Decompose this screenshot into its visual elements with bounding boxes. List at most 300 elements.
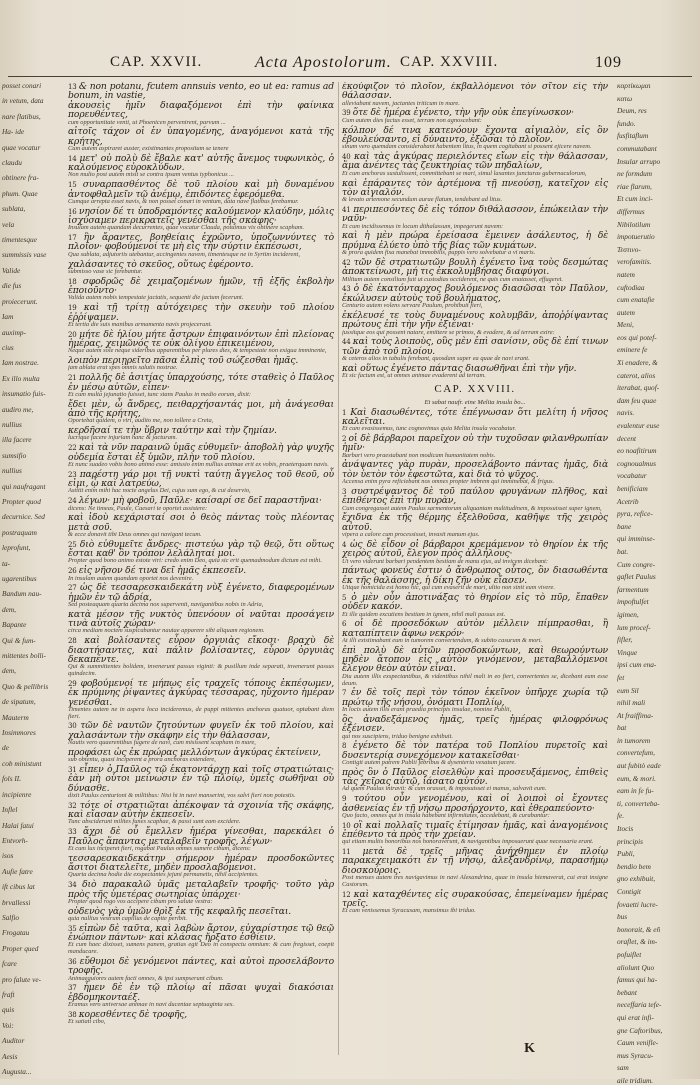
margin-note: aile tridium. bbox=[617, 1075, 654, 1085]
greek-line bbox=[68, 610, 334, 629]
margin-note: fovaetti lucre- bbox=[617, 899, 658, 909]
margin-note: Qui & fum- bbox=[2, 635, 36, 645]
greek-text: ὡς δὲ εἶδον οἱ βάρβαροι κρεμάμενον τὸ θηρίον ἐκ τῆς χειρὸς αὐτοῦ, ἔλεγον πρὸς ἀλλήλους· bbox=[342, 538, 608, 560]
latin-interlinear: Cumque arrepta esset navis, & non posset conari in ventum, data nave flatibus ferebamur. bbox=[68, 197, 299, 205]
latin-interlinear: In locis autem illis erant praedia principis insulae, nomine Publii, bbox=[342, 706, 512, 714]
margin-note: posset conari bbox=[2, 81, 42, 90]
margin-note: in tumorem bbox=[617, 735, 651, 745]
verse-block bbox=[68, 907, 334, 923]
greek-text: τῶν δὲ ναυτῶν ζητούντων φυγεῖν ἐκ τοῦ πλοίου, καὶ χαλασάντων τὴν σκάφην εἰς τὴν θάλασσαν, bbox=[68, 720, 334, 741]
greek-text: συναρπασθέντος δὲ τοῦ πλοίου καὶ μὴ δυναμένου ἀντοφθαλμεῖν τῷ ἀνέμῳ, ἐπιδόντες ἐφερόμεθα. bbox=[68, 179, 334, 200]
margin-note: differmus bbox=[617, 206, 645, 216]
verse-block bbox=[342, 231, 608, 256]
verse-block bbox=[342, 311, 608, 336]
left-margin-notes bbox=[2, 81, 62, 1076]
greek-text: διὸ εὐθυμεῖτε ἄνδρες· πιστεύω γὰρ τῷ θεῷ, ὅτι οὕτως ἔσται καθ' ὃν τρόπον λελάληταί μοι. bbox=[68, 538, 334, 560]
greek-text: κερδῆσαί τε τὴν ὕβριν ταύτην καὶ τὴν ζημίαν. bbox=[68, 425, 277, 437]
margin-note: nullius bbox=[2, 466, 22, 476]
column-divider bbox=[338, 82, 339, 1055]
verse-block bbox=[342, 487, 608, 512]
greek-text: ἦμεν δὲ ἐν τῷ πλοίῳ αἱ πᾶσαι ψυχαὶ διακόσιαι ἑβδομηκονταέξ. bbox=[68, 982, 334, 1003]
greek-line bbox=[68, 583, 334, 602]
greek-line bbox=[68, 827, 334, 846]
latin-interlinear: Quarta decima hodie die exspectantes jejuni permanetis, nihil accipientes. bbox=[68, 871, 259, 879]
greek-text: ἐν δὲ τοῖς περὶ τὸν τόπον ἐκεῖνον ὑπῆρχε χωρία τῷ πρώτῳ τῆς νήσου, ὀνόματι Ποπλίῳ, bbox=[342, 687, 608, 708]
margin-note: gno exhibuit, bbox=[617, 874, 656, 884]
verse-block bbox=[68, 260, 334, 276]
greek-line bbox=[68, 636, 334, 664]
margin-note: Iam nostrae. bbox=[2, 358, 39, 368]
greek-line bbox=[68, 127, 334, 146]
greek-line bbox=[68, 854, 334, 873]
margin-note: illa facere bbox=[2, 435, 32, 445]
greek-text: πρὸς ὃν ὁ Παῦλος εἰσελθὼν καὶ προσευξάμενος, ἐπιθεὶς τὰς χεῖρας αὐτῷ, ἰάσατο αὐτόν. bbox=[342, 766, 608, 788]
verse-block bbox=[68, 101, 334, 126]
chapter-heading: CAP. XXVIII. bbox=[434, 382, 516, 395]
margin-note: qui erat infi- bbox=[617, 1012, 654, 1022]
verse-number: 39 bbox=[342, 109, 353, 118]
margin-note: Ha- ide bbox=[2, 127, 25, 137]
margin-note: Vinque bbox=[617, 647, 638, 657]
verse-block bbox=[342, 179, 608, 204]
margin-note: impotuerutio bbox=[617, 232, 655, 242]
greek-line bbox=[342, 741, 608, 760]
margin-note: nullius bbox=[2, 419, 22, 429]
margin-note: Valide bbox=[2, 265, 21, 275]
greek-line bbox=[342, 284, 608, 303]
latin-interlinear: sub obtentu, quasi inciperent a prora anchoras extendere, bbox=[68, 756, 216, 764]
margin-note: proiecerunt. bbox=[2, 296, 38, 306]
verse-number: 19 bbox=[68, 304, 84, 313]
margin-note: ift cibus lat bbox=[2, 882, 35, 892]
verse-block bbox=[342, 205, 608, 230]
margin-note: Ex illo multa bbox=[2, 373, 40, 383]
latin-interlinear: vipera a calore cum processisset, invasit manum ejus. bbox=[342, 531, 480, 539]
greek-text: Καὶ διασωθέντες, τότε ἐπέγνωσαν ὅτι μελίτη ἡ νῆσος καλεῖται. bbox=[342, 406, 608, 427]
greek-text: μετὰ δὲ τρεῖς μῆνας ἀνήχθημεν ἐν πλοίῳ παρακεχειμακότι ἐν τῇ νήσῳ, ἀλεξανδρίνῳ, παρασήμῳ διοσκούροις. bbox=[342, 846, 608, 876]
latin-interlinear: Astitit enim mihi hac nocte angelus Dei, cujus sum ego, & cui deservio, bbox=[68, 487, 251, 495]
margin-note: auximp- bbox=[2, 327, 26, 337]
margin-note: qui imminse- bbox=[617, 534, 655, 544]
greek-text: οἱ δὲ προσεδόκων αὐτὸν μέλλειν πίμπρασθαι, ἢ καταπίπτειν ἄφνω νεκρόν· bbox=[342, 618, 608, 639]
left-running-head: CAP. XXVII. bbox=[110, 54, 203, 70]
latin-interlinear: Ad quem Paulus intravit: & cum orasset, & imposuisset ei manus, salvavit eum. bbox=[342, 785, 547, 793]
verse-number: 21 bbox=[68, 374, 80, 383]
verse-number: 29 bbox=[68, 679, 81, 688]
margin-note: Aufie fatre bbox=[2, 866, 33, 876]
latin-interlinear: Timentes autem ne in aspera loca incideremus, de puppi mittentes anchoras quatuor, optabant diem fieri. bbox=[68, 705, 334, 720]
verse-number: 44 bbox=[342, 338, 353, 347]
greek-text: προφάσει ὡς ἐκ πρώρας μελλόντων ἀγκύρας ἐκτείνειν, bbox=[68, 746, 321, 758]
greek-text: εἶπεν ὁ Παῦλος τῷ ἑκατοντάρχῃ καὶ τοῖς στρατιώταις· ἐὰν μὴ οὗτοι μείνωσιν ἐν τῷ πλοίῳ, ὑμεῖς σωθῆναι οὐ δύνασθε. bbox=[68, 763, 334, 794]
margin-note: gne Caftoribus, bbox=[617, 1025, 663, 1035]
margin-note: quae vocatur bbox=[2, 142, 41, 152]
acts-28-text bbox=[342, 408, 608, 916]
verse-block bbox=[342, 126, 608, 151]
margin-note: cius bbox=[2, 342, 14, 352]
verse-number: 13 bbox=[68, 83, 79, 91]
latin-interlinear: Non multo post autem misit se contra ipsam ventus typhonicus ... bbox=[68, 171, 234, 179]
latin-interlinear: Tunc absciderunt milites funes scaphae, & passi sunt eam excidere. bbox=[68, 818, 241, 826]
verse-number: 23 bbox=[68, 470, 80, 479]
verse-block bbox=[342, 847, 608, 889]
verse-number: 24 bbox=[68, 497, 79, 506]
greek-text: & non potanu, fcutem annsuis vento, eo ut ea: ramus ad bonum, in vastie, bbox=[68, 82, 334, 102]
margin-note: Mauterm bbox=[2, 712, 29, 722]
greek-line bbox=[342, 794, 608, 813]
margin-note: Aesis bbox=[2, 1051, 18, 1061]
latin-interlinear: Utique homicida est homo hic, qui cum evaserit de mari, ultio non sinit eum vivere. bbox=[342, 584, 555, 592]
latin-interlinear: Post menses autem tres navigavimus in navi Alexandrina, quae in insula hiemaverat, cui erat insigne Castorum. bbox=[342, 874, 608, 888]
verse-block bbox=[342, 741, 608, 766]
margin-note: Insimmores bbox=[2, 728, 36, 738]
verse-block bbox=[68, 373, 334, 398]
verse-block bbox=[68, 583, 334, 608]
latin-interlinear: Et sic factum est, ut omnes animae evaderent ad terram. bbox=[342, 372, 486, 380]
margin-note: Inflel bbox=[2, 805, 18, 815]
verse-block bbox=[68, 154, 334, 179]
margin-note: timentesque bbox=[2, 235, 37, 245]
latin-interlinear: Centurio autem volens servare Paulum, prohibuit fieri, bbox=[342, 302, 483, 310]
margin-note: aut fubitò eade bbox=[617, 761, 661, 771]
greek-text: φοβούμενοί τε μήπως εἰς τραχεῖς τόπους ἐκπέσωμεν, ἐκ πρύμνης ῥίψαντες ἀγκύρας τέσσαρας, ηὔχοντο ἡμέραν γενέσθαι. bbox=[68, 677, 334, 708]
margin-note: Deum, res bbox=[617, 106, 647, 116]
latin-interlinear: & levato artemone secundum aurae flatum, tendebant ad litus. bbox=[342, 196, 503, 204]
latin-interlinear: dixit Paulus centurioni & militibus: Nisi hi in navi manserint, vos salvi fieri non potestis. bbox=[68, 792, 296, 799]
margin-note: nihil mali bbox=[617, 698, 646, 708]
greek-line bbox=[342, 460, 608, 479]
text-column-right bbox=[342, 82, 608, 1059]
greek-text: μετ' οὐ πολὺ δὲ ἔβαλε κατ' αὐτῆς ἄνεμος τυφωνικὸς, ὁ καλούμενος εὐροκλύδων. bbox=[68, 152, 334, 174]
verse-number: 27 bbox=[68, 584, 80, 593]
greek-text: ὁ μὲν οὖν ἀποτινάξας τὸ θηρίον εἰς τὸ πῦρ, ἔπαθεν οὐδὲν κακόν. bbox=[342, 591, 608, 613]
greek-line bbox=[68, 880, 334, 899]
margin-note: fundo. bbox=[617, 118, 636, 128]
greek-line bbox=[342, 152, 608, 171]
greek-line bbox=[68, 330, 334, 349]
greek-line bbox=[342, 258, 608, 277]
right-running-head: CAP. XXVIII. bbox=[400, 54, 499, 70]
margin-note: impoftulfet bbox=[617, 597, 649, 607]
greek-text: ἐκέλευσέ τε τοὺς δυναμένους κολυμβᾶν, ἀποῤῥίψαντας πρώτους ἐπὶ τὴν γῆν ἐξιέναι· bbox=[342, 309, 608, 331]
greek-line bbox=[68, 207, 334, 226]
verse-block bbox=[68, 880, 334, 905]
latin-interlinear: Et cum evasissemus, tunc cognovimus quia Melita insula vocabatur. bbox=[342, 425, 516, 433]
margin-note: caterot, alios bbox=[617, 370, 656, 380]
latin-interlinear: Propter quod bono animo estote viri: credo enim Deo, quia sic erit quemadmodum dictum est mihi. bbox=[68, 557, 322, 565]
latin-interlinear: jussitque eos qui possent natare, emittere se primos, & evadere, & ad terram exire: bbox=[342, 328, 555, 336]
verse-block bbox=[68, 636, 334, 678]
margin-note: ugarentibus bbox=[2, 574, 37, 583]
greek-line bbox=[342, 179, 608, 198]
text-column-left bbox=[68, 82, 334, 1059]
greek-text: τούτου οὖν γενομένου, καὶ οἱ λοιποὶ οἱ ἔχοντες ἀσθενείας ἐν τῇ νήσῳ προσήρχοντο, καὶ ἐθεραπεύοντο· bbox=[342, 793, 608, 814]
margin-note: decent bbox=[617, 433, 637, 443]
margin-note: Halai fatui bbox=[2, 820, 34, 830]
greek-text: οὐδενὸς γὰρ ὑμῶν θρὶξ ἐκ τῆς κεφαλῆς πεσεῖται. bbox=[68, 905, 292, 917]
verse-block bbox=[68, 233, 334, 258]
latin-interlinear: Nautis vero quaerentibus fugere de navi, cum misissent scapham in mare, bbox=[68, 739, 256, 747]
margin-note: neceffaria tefe- bbox=[617, 1000, 662, 1010]
verse-block bbox=[342, 593, 608, 618]
latin-interlinear: Et satiati cibo, bbox=[68, 1018, 106, 1026]
right-margin-notes bbox=[617, 81, 697, 1085]
greek-text: ἔδει μὲν, ὦ ἄνδρες, πειθαρχήσαντάς μοι, μὴ ἀνάγεσθαι ἀπὸ τῆς κρήτης, bbox=[68, 398, 334, 419]
greek-text: λοιπὸν περιῃρεῖτο πᾶσα ἐλπὶς τοῦ σώζεσθαι ἡμᾶς. bbox=[68, 355, 299, 367]
margin-note: igimen, bbox=[617, 609, 639, 619]
catchword: K bbox=[524, 1041, 535, 1056]
margin-note: bonorait, & eñ bbox=[617, 924, 661, 934]
verse-block bbox=[68, 277, 334, 302]
latin-interlinear: Militum autem consilium fuit ut custodias occiderent, ne quis cum enatasset, effugeret. bbox=[342, 275, 564, 283]
greek-line bbox=[68, 721, 334, 740]
greek-line bbox=[342, 434, 608, 453]
verse-number: 34 bbox=[68, 881, 83, 890]
greek-text: πολλῆς δὲ ἀσιτίας ὑπαρχούσης, τότε σταθεὶς ὁ Παῦλος ἐν μέσῳ αὐτῶν, εἶπεν· bbox=[68, 372, 334, 393]
verse-number: 32 bbox=[68, 801, 80, 810]
greek-line bbox=[342, 311, 608, 330]
margin-note: mittentes bolli- bbox=[2, 651, 46, 661]
greek-text: τότε οἱ στρατιῶται ἀπέκοψαν τὰ σχοινία τῆς σκάφης, καὶ εἴασαν αὐτὴν ἐκπεσεῖν. bbox=[68, 799, 334, 821]
margin-note: eo noafitirum bbox=[617, 446, 657, 456]
margin-note: autem bbox=[617, 307, 635, 317]
margin-note: fcare bbox=[2, 959, 17, 969]
greek-line bbox=[342, 487, 608, 506]
verse-number: 10 bbox=[342, 821, 354, 830]
verse-block bbox=[68, 496, 334, 512]
verse-block bbox=[68, 207, 334, 232]
verse-block bbox=[342, 364, 608, 380]
latin-interlinear: dicens: Ne timeas, Paule, Caesari te oportet assistere: bbox=[68, 504, 208, 512]
greek-text: αἰτοῖς τάχον οἱ ἑν ὑπαγομένης, ἀναγόμενοι κατὰ τῆς κρήτης, bbox=[68, 126, 334, 147]
greek-line bbox=[342, 821, 608, 840]
margin-note: καρτίκωμαι bbox=[617, 81, 651, 90]
latin-interlinear: cum opportunitate venti, ut Phoenicen pervenirent, parvum ... bbox=[68, 118, 226, 126]
latin-interlinear: Et cum anchoras sustulissent, committebant se mari, simul laxantes juncturas gubernaculorum, bbox=[342, 169, 587, 177]
margin-note: Itocis bbox=[617, 824, 634, 834]
greek-text: καὶ ἰδοὺ κεχάρισταί σοι ὁ θεὸς πάντας τοὺς πλέοντας μετὰ σοῦ. bbox=[68, 512, 334, 533]
margin-note: brvallessi bbox=[2, 897, 31, 907]
greek-text: ἣν ἄραντες, βοηθείαις ἐχρῶντο, ὑποζωννύντες τὸ πλοῖον· φοβούμενοί τε μὴ εἰς τὴν σύρτιν ἐκπέσωσι, bbox=[68, 232, 334, 253]
margin-note: principis bbox=[617, 836, 643, 846]
verse-number: 8 bbox=[342, 742, 353, 751]
latin-interlinear: alleviabant navem, jactantes triticum in mare. bbox=[342, 99, 460, 107]
margin-note: Acetrib bbox=[617, 496, 639, 506]
margin-note: commutabant bbox=[617, 143, 657, 153]
margin-note: fe. bbox=[617, 811, 625, 821]
margin-note: Propter quod bbox=[2, 496, 41, 506]
latin-interlinear: Ut vero viderunt barbari pendentem bestiam de manu ejus, ad invicem dicebant: bbox=[342, 557, 548, 565]
margin-note: cognoualmus bbox=[617, 458, 656, 468]
greek-line bbox=[68, 540, 334, 559]
greek-text: ἐπὶ πολὺ δὲ αὐτῶν προσδοκώντων, καὶ θεωρούντων μηδὲν ἄτοπον εἰς αὐτὸν γινόμενον, μεταβαλλόμενοι ἔλεγον θεὸν αὐτὸν εἶναι. bbox=[342, 644, 608, 675]
verse-block bbox=[342, 890, 608, 915]
verse-number: 20 bbox=[68, 330, 80, 339]
latin-interlinear: jam ablata erat spes omnis salutis nostrae. bbox=[68, 364, 178, 372]
verse-number: 11 bbox=[342, 848, 363, 857]
margin-note: claudu bbox=[2, 158, 22, 168]
greek-text: τεσσαρεσκαιδεκάτην σήμερον ἡμέραν προσδοκῶντες ἄσιτοι διατελεῖτε, μηδὲν προσλαβόμενοι. bbox=[68, 852, 334, 874]
verse-block bbox=[68, 957, 334, 982]
greek-line bbox=[342, 715, 608, 734]
verse-block bbox=[68, 470, 334, 495]
margin-note: natem bbox=[617, 269, 635, 279]
latin-interlinear: Et cum multa jejunatio fuisset, tunc stans Paulus in medio eorum, dixit: bbox=[68, 390, 252, 398]
latin-interlinear: Oportebat quidem, o viri, audito me, non tollere a Creta, bbox=[68, 417, 214, 425]
greek-text: οἱ δὲ βάρβαροι παρεῖχον οὐ τὴν τυχοῦσαν φιλανθρωπίαν ἡμῖν· bbox=[342, 432, 608, 454]
margin-note: benificiam bbox=[617, 484, 648, 493]
greek-line bbox=[342, 82, 608, 101]
margin-note: vocabatur bbox=[617, 471, 647, 481]
margin-note: pyra, refice- bbox=[617, 509, 653, 519]
verse-block bbox=[68, 1010, 334, 1026]
latin-interlinear: & ceteros alios in tabulis ferebant, quosdam super ea quae de navi erant. bbox=[342, 355, 530, 363]
latin-interlinear: Quo facto, omnes qui in insula habebant infirmitates, accedebant, & curabantur: bbox=[342, 811, 550, 819]
greek-line bbox=[68, 765, 334, 793]
verse-block bbox=[342, 646, 608, 688]
verse-block bbox=[342, 408, 608, 433]
greek-text: κόλπον δέ τινα κατενόουν ἔχοντα αἰγιαλὸν, εἰς ὃν ἐβουλεύσαντο, εἰ δύναιντο, ἐξῶσαι τὸ πλοῖον. bbox=[342, 124, 608, 145]
verse-number: 4 bbox=[342, 540, 350, 549]
margin-note: farmentum bbox=[617, 584, 649, 594]
latin-interlinear: Eramus vero universae animae in navi ducentae septuaginta sex. bbox=[68, 1001, 235, 1009]
margin-note: audiro me, bbox=[2, 404, 34, 414]
margin-note: cum enatafie bbox=[617, 295, 655, 305]
greek-text: σφοδρῶς δὲ χειμαζομένων ἡμῶν, τῇ ἑξῆς ἐκβολὴν ἐποιοῦντο· bbox=[68, 275, 334, 297]
greek-line bbox=[68, 82, 334, 101]
greek-line bbox=[342, 847, 608, 875]
greek-text: καὶ ἡ μὲν πρώρα ἐρείσασα ἔμεινεν ἀσάλευτος, ἡ δὲ πρύμνα ἐλύετο ὑπὸ τῆς βίας τῶν κυμάτων. bbox=[342, 230, 608, 251]
latin-interlinear: Cum autem dies factus esset, terram non agnoscebant: bbox=[342, 116, 482, 124]
latin-interlinear: Et cum lux inciperet fieri, rogabat Paulus omnes sumere cibum, dicens: bbox=[68, 844, 251, 852]
latin-interlinear: circa mediam noctem suspicabantur nautae apparere sibi aliquam regionem. bbox=[68, 627, 265, 635]
verse-block bbox=[68, 765, 334, 800]
verse-block bbox=[68, 82, 334, 101]
greek-text: καὶ καταχθέντες εἰς συρακούσας, ἐπεμείναμεν ἡμέρας τρεῖς. bbox=[342, 888, 608, 910]
greek-text: ἄχρι δὲ οὗ ἔμελλεν ἡμέρα γίνεσθαι, παρεκάλει ὁ Παῦλος ἅπαντας μεταλαβεῖν τροφῆς, λέγων· bbox=[68, 826, 334, 847]
margin-note: Entvorh- bbox=[2, 835, 28, 845]
greek-line bbox=[68, 470, 334, 489]
latin-interlinear: Cum congregasset autem Paulus sarmentorum aliquantam multitudinem, & imposuisset super ignem, bbox=[342, 504, 602, 512]
verse-block bbox=[342, 619, 608, 644]
greek-line bbox=[68, 983, 334, 1002]
greek-line bbox=[342, 646, 608, 674]
margin-note: de sipatum, bbox=[2, 697, 36, 707]
margin-note: vela bbox=[2, 219, 15, 229]
margin-note: Τεστινο- bbox=[617, 244, 641, 254]
verse-block bbox=[342, 434, 608, 459]
latin-interlinear: lucrique facere injuriam hanc & jacturam. bbox=[68, 434, 178, 442]
verse-number: 12 bbox=[342, 890, 354, 899]
verse-number: 30 bbox=[68, 722, 81, 731]
greek-text: διὸ παρακαλῶ ὑμᾶς μεταλαβεῖν τροφῆς· τοῦτο γὰρ πρὸς τῆς ὑμετέρας σωτηρίας ὑπάρχει· bbox=[68, 879, 334, 900]
margin-note: Quo & pellibris bbox=[2, 681, 49, 691]
latin-interlinear: Animaequiores autem facti omnes, & ipsi sumpserunt cibum. bbox=[68, 974, 224, 982]
greek-line bbox=[342, 768, 608, 787]
verse-block bbox=[68, 610, 334, 635]
verse-number: 43 bbox=[342, 285, 354, 294]
greek-text: παρέστη γάρ μοι τῇ νυκτὶ ταύτῃ ἄγγελος τοῦ θεοῦ, οὗ εἰμι, ᾧ καὶ λατρεύω, bbox=[68, 468, 334, 490]
greek-text: νησίον δέ τι ὑποδραμόντες καλούμενον κλαύδην, μόλις ἰσχύσαμεν περικρατεῖς γενέσθαι τῆς σκάφης· bbox=[68, 205, 334, 226]
margin-note: eos qui potef- bbox=[617, 332, 657, 342]
verse-number: 18 bbox=[68, 277, 83, 286]
margin-note: evalentur euse bbox=[617, 421, 660, 431]
latin-interlinear: Barbari vero praestabant non modicam humanitatem nobis. bbox=[342, 451, 496, 459]
verse-block bbox=[68, 356, 334, 372]
margin-note: Frogatau bbox=[2, 928, 30, 938]
greek-line bbox=[68, 513, 334, 532]
greek-text: ὁ δὲ ἑκατόνταρχος βουλόμενος διασῶσαι τὸν Παῦλον, ἐκώλυσεν αὐτοὺς τοῦ βουλήματος, bbox=[342, 283, 608, 304]
greek-text: ἀκουσεὶς ἡμῖν διαφαξόμενοι ἐπὶ τὴν φαίνικα πορευθέντες, bbox=[68, 99, 334, 121]
margin-note: fols IL bbox=[2, 774, 21, 784]
greek-line bbox=[68, 801, 334, 820]
verse-block bbox=[68, 679, 334, 721]
verse-block bbox=[342, 460, 608, 485]
margin-note: Xi enadere, & bbox=[617, 358, 658, 368]
verse-number: 5 bbox=[342, 593, 352, 602]
greek-line bbox=[342, 593, 608, 612]
verse-block bbox=[342, 715, 608, 740]
margin-note: bebant bbox=[617, 987, 637, 997]
acts-27-continuation bbox=[342, 82, 608, 380]
margin-note: Contigit bbox=[617, 887, 641, 896]
verse-number: 22 bbox=[68, 444, 79, 453]
greek-text: λέγων· μὴ φοβοῦ, Παῦλε· καίσαρί σε δεῖ παραστῆναι· bbox=[78, 495, 322, 507]
greek-line bbox=[68, 303, 334, 322]
verse-block bbox=[68, 540, 334, 565]
greek-text: κατὰ μέσον τῆς νυκτὸς ὑπενόουν οἱ ναῦται προσάγειν τινὰ αὐτοῖς χώραν· bbox=[68, 608, 334, 630]
margin-note: fraft bbox=[2, 989, 15, 999]
greek-line bbox=[68, 443, 334, 462]
margin-note: convertefum, bbox=[617, 748, 655, 758]
greek-text: χαλάσαντες τὸ σκεῦος, οὕτως ἐφέροντο. bbox=[68, 258, 254, 270]
latin-interlinear: Qua sublata, adjutoriis utebantur, accingentes navem, timentesque ne in Syrtim inciderent, bbox=[68, 250, 300, 258]
greek-text: ἔχιδνα ἐκ τῆς θέρμης ἐξελθοῦσα, καθῆψε τῆς χειρὸς αὐτοῦ. bbox=[342, 512, 608, 533]
margin-note: oraflet, & im- bbox=[617, 937, 658, 947]
greek-text: εἰς νῆσον δέ τινα δεῖ ἡμᾶς ἐκπεσεῖν. bbox=[78, 565, 247, 577]
verse-number: 38 bbox=[68, 1010, 79, 1019]
greek-line bbox=[342, 408, 608, 427]
latin-interlinear: qui etiam multis honoribus nos honoraverunt, & navigantibus imposuerunt quae necessaria erant. bbox=[342, 838, 594, 846]
greek-text: καὶ τῇ τρίτῃ αὐτόχειρες τὴν σκευὴν τοῦ πλοίου ἐῤῥίψαμεν. bbox=[68, 302, 334, 323]
latin-interlinear: In insulam autem quandam oportet nos devenire. bbox=[68, 574, 194, 582]
greek-text: πάντως φονεύς ἐστιν ὁ ἄνθρωπος οὗτος, ὃν διασωθέντα ἐκ τῆς θαλάσσης, ἡ δίκη ζῆν οὐκ εἴασεν. bbox=[342, 565, 608, 586]
margin-note: Voi: bbox=[2, 1020, 14, 1030]
greek-text: καὶ τοὺς λοιποὺς, οὓς μὲν ἐπὶ σανίσιν, οὓς δὲ ἐπί τινων τῶν ἀπὸ τοῦ πλοίου. bbox=[342, 336, 608, 357]
margin-note: in vetum, data bbox=[2, 96, 44, 106]
latin-interlinear: Et ille quidem excutiens bestiam in ignem, nihil mali passus est. bbox=[342, 610, 506, 618]
margin-note: bat bbox=[617, 723, 627, 733]
greek-line bbox=[68, 1010, 334, 1019]
verse-block bbox=[68, 983, 334, 1008]
latin-interlinear: qui nos suscipiens, triduo benigne exhibuit. bbox=[342, 732, 453, 740]
latin-interlinear: Valida autem nobis tempestate jactatis, sequenti die jactum fecerunt. bbox=[68, 294, 244, 302]
margin-note: eum Sil bbox=[617, 685, 639, 695]
margin-note: summissis vase bbox=[2, 250, 47, 260]
greek-text: ὃς ἀναδεξάμενος ἡμᾶς, τρεῖς ἡμέρας φιλοφρόνως ἐξένισεν. bbox=[342, 713, 608, 735]
latin-interlinear: Qui & summittentes bolidem, invenerunt passus viginti: & pusillum inde separati, invenerunt passus quindecim. bbox=[68, 663, 334, 678]
greek-line bbox=[342, 890, 608, 909]
margin-note: obtinere fra- bbox=[2, 173, 39, 183]
greek-line bbox=[68, 154, 334, 173]
margin-note: ta- bbox=[2, 558, 11, 568]
chapter-summary: Et sabat naufr. eine Melita insula bo... bbox=[424, 398, 526, 406]
margin-note: Salfio bbox=[2, 912, 20, 922]
verse-number: 28 bbox=[68, 637, 85, 646]
greek-line bbox=[68, 101, 334, 120]
greek-line bbox=[342, 205, 608, 224]
latin-interlinear: Et tertia die suis manibus armamenta navis projecerunt. bbox=[68, 320, 212, 328]
